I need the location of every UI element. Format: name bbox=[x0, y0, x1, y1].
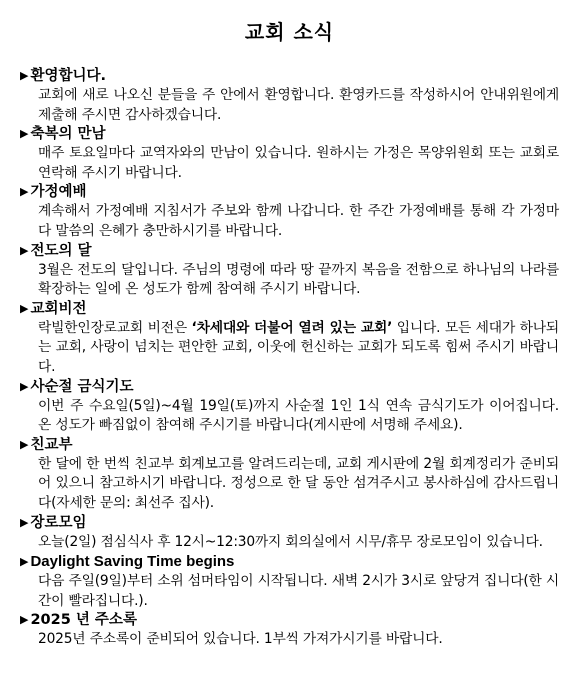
arrow-right-icon: ▶ bbox=[20, 127, 29, 141]
vision-emphasis: ‘차세대와 더불어 열려 있는 교회’ bbox=[191, 319, 393, 336]
news-heading: 교회비전 bbox=[30, 300, 87, 317]
news-body: 2025년 주소록이 준비되어 있습니다. 1부씩 가져가시기를 바랍니다. bbox=[38, 631, 443, 648]
news-heading: 축복의 만남 bbox=[30, 126, 106, 143]
news-item-blessing-meeting bbox=[20, 125, 559, 183]
news-item-fellowship bbox=[20, 436, 559, 514]
news-body: 한 달에 한 번씩 친교부 회계보고를 알려드리는데, 교회 게시판에 2월 회계정리가 준비되어 있으니 참고하시기 바랍니다. 정성으로 한 달 동안 섬겨주시고 봉사하심에 감사드립니다(자세한 문의: 최선주 집사). bbox=[38, 455, 559, 511]
arrow-right-icon: ▶ bbox=[20, 301, 29, 315]
news-heading: 사순절 금식기도 bbox=[30, 378, 134, 395]
page-title: 교회 소식 bbox=[244, 20, 335, 44]
arrow-right-icon: ▶ bbox=[20, 185, 29, 199]
news-body: 매주 토요일마다 교역자와의 만남이 있습니다. 원하시는 가정은 목양위원회 또는 교회로 연락해 주시기 바랍니다. bbox=[38, 145, 559, 181]
news-body: 다음 주일(9일)부터 소위 섬머타임이 시작됩니다. 새벽 2시가 3시로 앞당겨 집니다(한 시간이 빨라집니다.). bbox=[38, 573, 559, 609]
news-body: 오늘(2일) 점심식사 후 12시~12:30까지 회의실에서 시무/휴무 장로모임이 있습니다. bbox=[38, 533, 543, 550]
news-item-lent-fasting bbox=[20, 378, 559, 436]
news-body: 3월은 전도의 달입니다. 주님의 명령에 따라 땅 끝까지 복음을 전함으로 하나님의 나라를 확장하는 일에 온 성도가 함께 참여해 주시기 바랍니다. bbox=[38, 261, 559, 298]
news-item-elders-meeting bbox=[20, 514, 559, 553]
news-heading: 환영합니다. bbox=[30, 68, 107, 84]
news-heading: 친교부 bbox=[30, 436, 73, 453]
arrow-right-icon: ▶ bbox=[20, 379, 29, 393]
arrow-right-icon: ▶ bbox=[20, 243, 29, 257]
news-item-church-vision bbox=[20, 300, 559, 378]
news-heading: 가정예배 bbox=[30, 184, 87, 201]
news-item-family-worship bbox=[20, 183, 559, 241]
arrow-right-icon: ▶ bbox=[20, 437, 29, 451]
arrow-right-icon: ▶ bbox=[20, 515, 29, 529]
news-item-directory bbox=[20, 611, 559, 650]
news-heading: 전도의 달 bbox=[30, 242, 92, 259]
news-item-welcome bbox=[20, 67, 559, 125]
news-heading: 장로모임 bbox=[30, 514, 87, 531]
news-body bbox=[38, 319, 559, 378]
news-heading: 2025 년 주소록 bbox=[30, 612, 137, 629]
vision-text-before: 락빌한인장로교회 비전은 bbox=[38, 319, 192, 336]
arrow-right-icon: ▶ bbox=[20, 613, 29, 627]
news-heading: Daylight Saving Time begins bbox=[30, 553, 235, 571]
vision-text-after: 입니다. 모든 세대가 하나되는 교회, 사랑이 넘치는 편안한 교회, 이웃에 헌신하는 교회가 되도록 힘써 주시기 바랍니다. bbox=[38, 319, 560, 375]
news-body: 교회에 새로 나오신 분들을 주 안에서 환영합니다. 환영카드를 작성하시어 안내위원에게 제출해 주시면 감사하겠습니다. bbox=[38, 87, 559, 123]
news-body: 계속해서 가정예배 지침서가 주보와 함께 나갑니다. 한 주간 가정예배를 통해 각 가정마다 말씀의 은혜가 충만하시기를 바랍니다. bbox=[38, 203, 559, 239]
news-body: 이번 주 수요일(5일)~4월 19일(토)까지 사순절 1인 1식 연속 금식기도가 이어집니다. 온 성도가 빠짐없이 참여해 주시기를 바랍니다(게시판에 서명해 주세요). bbox=[38, 397, 559, 434]
news-item-daylight-saving bbox=[20, 552, 559, 611]
arrow-right-icon: ▶ bbox=[20, 555, 29, 569]
news-item-evangelism-month bbox=[20, 242, 559, 300]
arrow-right-icon: ▶ bbox=[20, 69, 29, 82]
